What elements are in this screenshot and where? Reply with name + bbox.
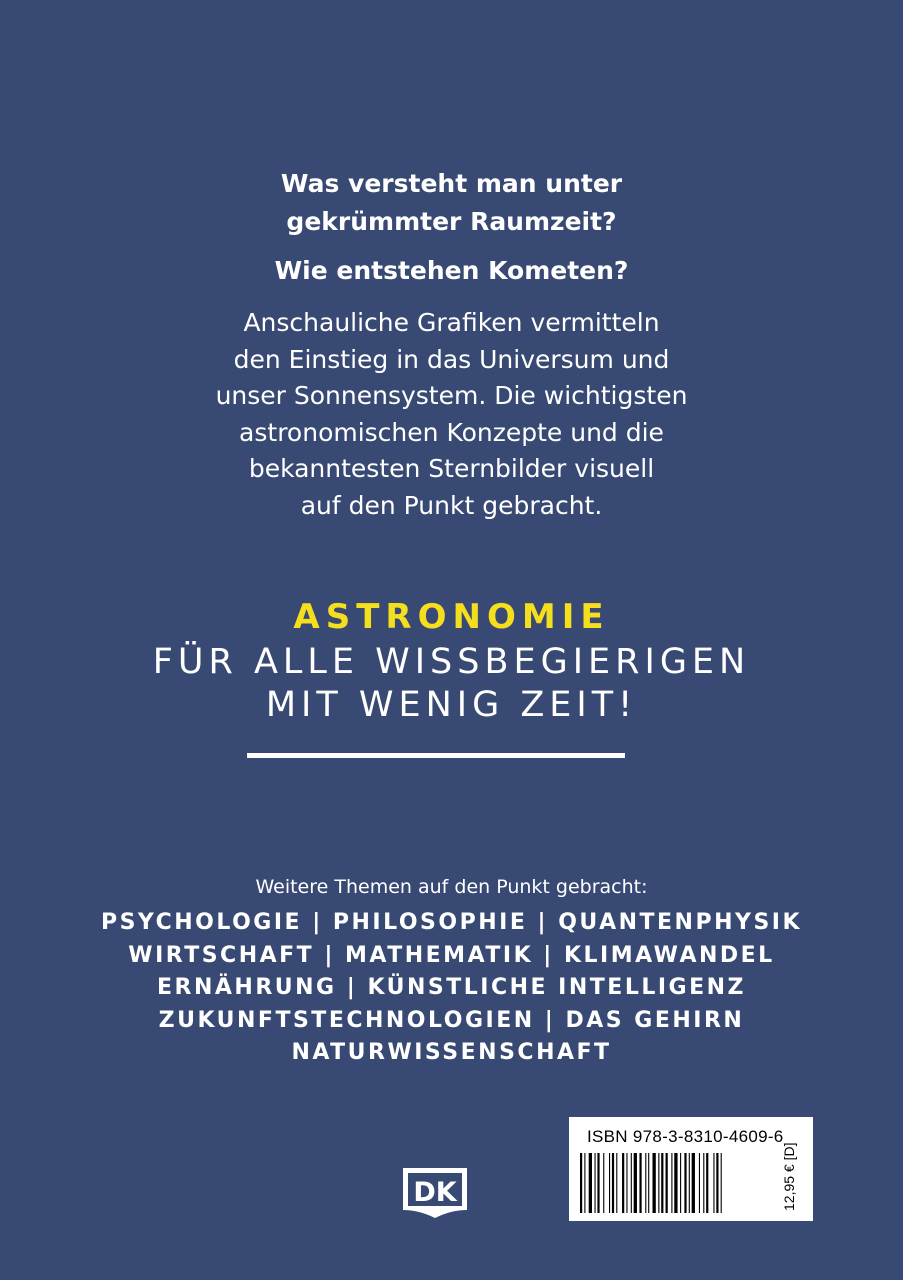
question-spacetime-line-1: Was versteht man unter — [280, 169, 623, 198]
barcode-bars — [580, 1153, 780, 1213]
barcode-bar — [580, 1153, 582, 1213]
barcode-bar — [653, 1153, 656, 1213]
question-comets: Wie entstehen Kometen? — [274, 256, 629, 285]
barcode-bar — [699, 1153, 700, 1213]
more-topics-label: Weitere Themen auf den Punkt gebracht: — [255, 876, 648, 898]
barcode-bar — [631, 1153, 632, 1213]
barcode-bar — [634, 1153, 637, 1213]
title-line-3: MIT WENIG ZEIT! — [265, 685, 638, 725]
barcode-bar — [716, 1153, 718, 1213]
barcode-bar — [661, 1153, 663, 1213]
barcode-bar — [597, 1153, 599, 1213]
more-topics-list — [0, 907, 903, 1070]
question-spacetime-line-2: gekrümmter Raumzeit? — [286, 207, 617, 236]
barcode-bar — [658, 1153, 659, 1213]
topics-line: PSYCHOLOGIE | PHILOSOPHIE | QUANTENPHYSIK — [100, 910, 803, 935]
barcode-bar — [589, 1153, 592, 1213]
barcode-bar — [595, 1153, 596, 1213]
barcode-bar — [671, 1153, 672, 1213]
isbn-number: ISBN 978-3-8310-4609-6 — [587, 1127, 784, 1146]
topics-line: NATURWISSENSCHAFT — [291, 1040, 612, 1065]
blurb-line: auf den Punkt gebracht. — [300, 490, 603, 520]
topics-line: ZUKUNFTSTECHNOLOGIEN | DAS GEHIRN — [158, 1007, 745, 1033]
barcode-bar — [713, 1153, 714, 1213]
topics-line: WIRTSCHAFT | MATHEMATIK | KLIMAWANDEL — [128, 942, 775, 968]
barcode-bar — [616, 1153, 617, 1213]
blurb-line: Anschauliche Grafiken vermitteln — [243, 308, 660, 337]
question-spacetime — [0, 165, 903, 241]
dk-logo-icon — [401, 1166, 469, 1220]
barcode-bar — [674, 1153, 677, 1213]
barcode-bar — [584, 1153, 585, 1213]
dk-logo-text: DK — [413, 1177, 457, 1208]
blurb-paragraph — [140, 305, 763, 524]
barcode-bar — [626, 1153, 627, 1213]
title-line-2: FÜR ALLE WISSBEGIERIGEN — [152, 642, 751, 682]
topics-line: ERNÄHRUNG | KÜNSTLICHE INTELLIGENZ — [157, 975, 746, 1000]
blurb-line: den Einstieg in das Universum und — [233, 344, 670, 374]
barcode-label — [569, 1117, 813, 1221]
blurb-line: bekanntesten Sternbilder visuell — [248, 454, 655, 483]
barcode-bar — [703, 1153, 704, 1213]
blurb-line: unser Sonnensystem. Die wichtigsten — [215, 381, 688, 410]
blurb-line: astronomischen Konzepte und die — [239, 417, 664, 447]
barcode-bar — [666, 1153, 668, 1213]
barcode-bar — [645, 1153, 646, 1213]
barcode-bar — [639, 1153, 641, 1213]
barcode-bar — [706, 1153, 708, 1213]
price-label: 12,95 € [D] — [781, 1142, 797, 1212]
barcode-bar — [684, 1153, 686, 1213]
barcode-bar — [648, 1153, 649, 1213]
barcode-bar — [603, 1153, 604, 1213]
barcode-bar — [609, 1153, 610, 1213]
barcode-bar — [721, 1153, 722, 1213]
divider-rule — [247, 753, 625, 758]
barcode-bar — [689, 1153, 690, 1213]
barcode-bar — [692, 1153, 695, 1213]
title-highlight: ASTRONOMIE — [293, 597, 610, 637]
barcode-bar — [612, 1153, 614, 1213]
barcode-bar — [622, 1153, 624, 1213]
barcode-bar — [680, 1153, 681, 1213]
